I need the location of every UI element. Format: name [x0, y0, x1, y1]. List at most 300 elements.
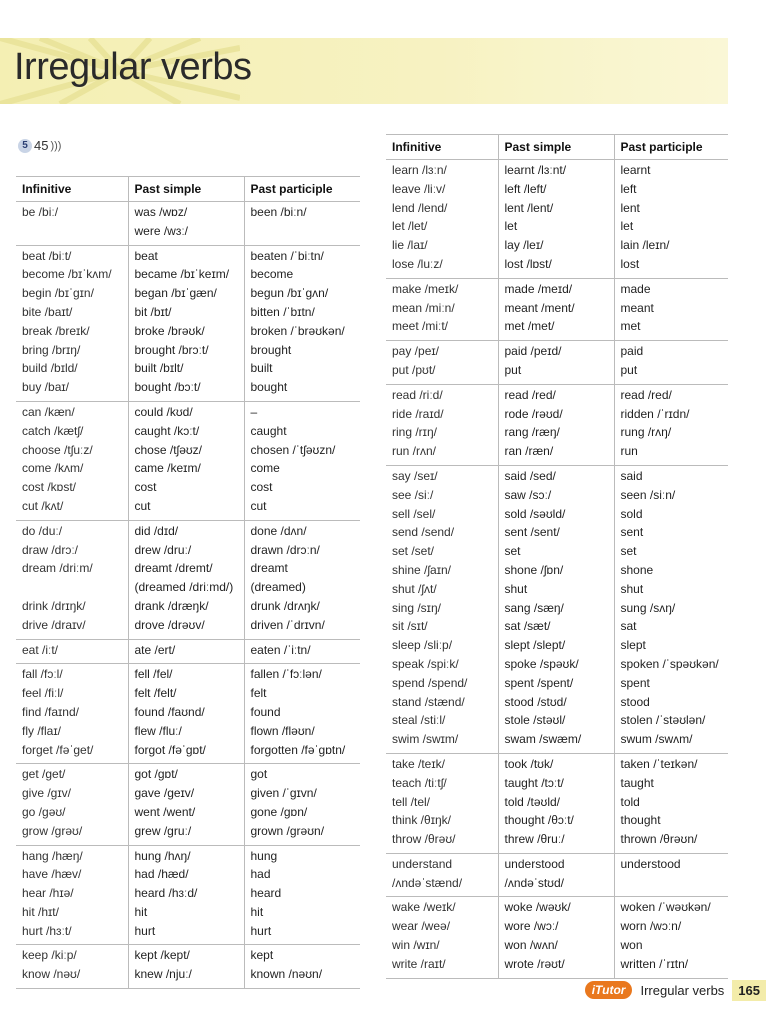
- verb-form: think /θɪŋk/: [392, 813, 451, 828]
- verb-form: worn /wɔːn/: [620, 919, 682, 934]
- verb-form: /ʌndəˈstænd/: [392, 875, 463, 890]
- verb-form: hung /hʌŋ/: [134, 848, 191, 863]
- verb-form: build /bɪld/: [22, 361, 78, 376]
- past-participle-cell: [614, 465, 728, 753]
- verb-form: forget /fəˈget/: [22, 742, 94, 757]
- verb-form: ring /rɪŋ/: [392, 425, 437, 440]
- verb-form: stole /stəʊl/: [504, 713, 566, 728]
- verb-form: drank /dræŋk/: [134, 598, 209, 613]
- verb-form: thought /θɔːt/: [504, 813, 574, 828]
- verb-form: let: [620, 219, 634, 234]
- verb-form: catch /kætʃ/: [22, 423, 84, 438]
- footer-title: Irregular verbs: [640, 982, 725, 998]
- verb-group-row: [16, 639, 360, 664]
- verb-form: teach /tiːtʃ/: [392, 775, 447, 790]
- verb-form: woken /ˈwəʊkən/: [620, 900, 711, 915]
- verb-form: rang /ræŋ/: [504, 425, 560, 440]
- verb-form: sing /sɪŋ/: [392, 600, 441, 615]
- verb-form: grow /ɡrəʊ/: [22, 823, 83, 838]
- verb-form: swum /swʌm/: [620, 732, 693, 747]
- verb-form: dreamt: [250, 561, 288, 576]
- verb-form: put /pʊt/: [392, 362, 436, 377]
- verb-form: ate /ert/: [134, 642, 176, 657]
- verb-form: sold /səʊld/: [504, 506, 566, 521]
- verb-form: thought: [620, 813, 661, 828]
- verb-form: were /wɜː/: [134, 223, 189, 238]
- page-title: Irregular verbs: [14, 46, 252, 88]
- verb-form: run: [620, 444, 638, 459]
- verb-form: found /faʊnd/: [134, 704, 205, 719]
- verb-form: lent: [620, 200, 640, 215]
- verb-group-row: [16, 664, 360, 764]
- verb-form: sung /sʌŋ/: [620, 600, 676, 615]
- verb-form: lost: [620, 256, 640, 271]
- verb-form: went /went/: [134, 804, 196, 819]
- verb-group-row: [386, 160, 728, 279]
- infinitive-cell: [386, 897, 498, 978]
- verb-form: kept /kept/: [134, 948, 190, 963]
- verb-form: tell /tel/: [392, 794, 431, 809]
- verb-form: became /bɪˈkeɪm/: [134, 267, 230, 282]
- verb-form: shone /ʃɒn/: [504, 562, 564, 577]
- past-participle-header: Past participle: [244, 177, 360, 202]
- verb-form: be /biː/: [22, 205, 59, 219]
- verb-form: forgotten /fəˈɡɒtn/: [250, 742, 346, 757]
- verb-form: lay /leɪ/: [504, 238, 544, 253]
- verb-form: hang /hæŋ/: [22, 848, 83, 863]
- verb-form: cost /kɒst/: [22, 480, 77, 495]
- past-participle-cell: [244, 664, 360, 764]
- verb-form: written /ˈrɪtn/: [620, 956, 689, 971]
- past-participle-cell: [614, 384, 728, 465]
- verb-form: won: [620, 938, 643, 953]
- verb-form: learnt: [620, 163, 651, 177]
- verb-form: done /dʌn/: [250, 523, 307, 538]
- verb-form: understand: [392, 856, 453, 871]
- verb-form: shut /ʃʌt/: [392, 581, 437, 596]
- past-participle-cell: [614, 341, 728, 385]
- verb-form: shine /ʃaɪn/: [392, 562, 451, 577]
- verb-form: did /dɪd/: [134, 523, 179, 538]
- verb-form: caught: [250, 423, 287, 438]
- verb-form: put: [504, 362, 522, 377]
- verb-form: rode /rəʊd/: [504, 406, 563, 421]
- verb-form: won /wʌn/: [504, 938, 558, 953]
- verb-group-row: [386, 853, 728, 897]
- right-verb-table: [386, 134, 728, 979]
- verb-form: ran /ræn/: [504, 444, 554, 459]
- verb-form: let: [504, 219, 518, 234]
- verb-form: drunk /drʌŋk/: [250, 598, 320, 613]
- verb-form: could /kʊd/: [134, 404, 193, 419]
- past-simple-header: Past simple: [498, 135, 614, 160]
- verb-form: was /wɒz/: [134, 205, 188, 219]
- infinitive-cell: [386, 753, 498, 853]
- past-participle-cell: [244, 764, 360, 845]
- verb-form: choose /tʃuːz/: [22, 442, 93, 457]
- verb-form: read /riːd/: [392, 387, 443, 402]
- past-participle-cell: [244, 202, 360, 246]
- verb-form: run /rʌn/: [392, 444, 437, 459]
- verb-form: sell /sel/: [392, 506, 436, 521]
- verb-form: bring /brɪŋ/: [22, 342, 81, 357]
- verb-form: begun /bɪˈɡʌn/: [250, 286, 329, 301]
- verb-form: mean /miːn/: [392, 300, 455, 315]
- past-simple-cell: [498, 753, 614, 853]
- verb-form: hit: [250, 904, 264, 919]
- sound-wave-icon: ))): [50, 139, 62, 152]
- verb-form: get /get/: [22, 767, 66, 782]
- verb-form: eaten /ˈiːtn/: [250, 642, 311, 657]
- verb-form: flew /fluː/: [134, 723, 182, 738]
- verb-form: felt: [250, 686, 267, 701]
- verb-form: stood /stʊd/: [504, 694, 567, 709]
- verb-form: heard /hɜːd/: [134, 886, 198, 901]
- verb-form: send /send/: [392, 525, 455, 540]
- verb-form: bought /bɔːt/: [134, 380, 201, 395]
- infinitive-cell: [16, 764, 128, 845]
- verb-form: buy /baɪ/: [22, 380, 69, 395]
- itutor-logo[interactable]: iTutor: [585, 981, 633, 999]
- verb-form: met /met/: [504, 319, 555, 334]
- verb-form: sat /sæt/: [504, 619, 551, 634]
- verb-form: wake /weɪk/: [392, 900, 456, 915]
- verb-form: let /let/: [392, 219, 428, 234]
- verb-form: said /sed/: [504, 468, 556, 483]
- verb-form: heard: [250, 886, 282, 901]
- audio-disc-icon: 5: [18, 139, 32, 153]
- verb-form: thrown /θrəʊn/: [620, 832, 698, 847]
- verb-form: sang /sæŋ/: [504, 600, 564, 615]
- verb-form: flown /fləʊn/: [250, 723, 315, 738]
- verb-form: hurt: [134, 923, 156, 938]
- verb-form: learnt /lɜːnt/: [504, 163, 567, 177]
- verb-form: left /left/: [504, 181, 547, 196]
- verb-form: meant: [620, 300, 654, 315]
- verb-form: brought: [250, 342, 292, 357]
- past-participle-cell: [614, 278, 728, 340]
- verb-group-row: [16, 520, 360, 639]
- verb-form: said: [620, 468, 643, 483]
- verb-form: driven /ˈdrɪvn/: [250, 617, 325, 632]
- verb-form: hit: [134, 904, 148, 919]
- verb-form: hit /hɪt/: [22, 904, 59, 919]
- verb-form: told /təʊld/: [504, 794, 561, 809]
- verb-form: shut: [620, 581, 644, 596]
- verb-form: become: [250, 267, 294, 282]
- verb-form: see /siː/: [392, 487, 434, 502]
- past-simple-header: Past simple: [128, 177, 244, 202]
- past-participle-header: Past participle: [614, 135, 728, 160]
- verb-form: meant /ment/: [504, 300, 575, 315]
- verb-form: lend /lend/: [392, 200, 448, 215]
- verb-form: paid: [620, 344, 644, 359]
- verb-form: (dreamed /driːmd/): [134, 580, 234, 595]
- past-participle-cell: [614, 853, 728, 897]
- verb-form: knew /njuː/: [134, 967, 192, 982]
- verb-form: fell /fel/: [134, 667, 173, 682]
- verb-form: swim /swɪm/: [392, 732, 459, 747]
- verb-form: draw /drɔː/: [22, 542, 79, 557]
- verb-form: began /bɪˈɡæn/: [134, 286, 217, 301]
- verb-form: eat /iːt/: [22, 642, 59, 657]
- verb-group-row: [386, 465, 728, 753]
- verb-form: slept: [620, 638, 646, 653]
- verb-form: drove /drəʊv/: [134, 617, 205, 632]
- verb-group-row: [386, 897, 728, 978]
- verb-form: write /raɪt/: [392, 956, 446, 971]
- page-footer: [585, 978, 766, 1002]
- infinitive-cell: [16, 245, 128, 401]
- verb-group-row: [16, 202, 360, 246]
- verb-form: taken /ˈteɪkən/: [620, 756, 698, 771]
- verb-form: sleep /sliːp/: [392, 638, 453, 653]
- verb-form: leave /liːv/: [392, 181, 446, 196]
- verb-form: spoken /ˈspəʊkən/: [620, 656, 719, 671]
- verb-form: stand /stænd/: [392, 694, 465, 709]
- verb-form: learn /lɜːn/: [392, 163, 447, 177]
- verb-form: speak /spiːk/: [392, 656, 459, 671]
- infinitive-cell: [16, 845, 128, 945]
- past-simple-cell: [498, 897, 614, 978]
- past-simple-cell: [498, 465, 614, 753]
- verb-form: /ʌndəˈstʊd/: [504, 875, 565, 890]
- verb-form: beaten /ˈbiːtn/: [250, 248, 324, 263]
- verb-form: hear /hɪə/: [22, 886, 74, 901]
- verb-form: hurt: [250, 923, 272, 938]
- verb-form: spent: [620, 675, 650, 690]
- verb-form: took /tʊk/: [504, 756, 554, 771]
- infinitive-cell: [16, 401, 128, 520]
- verb-form: hurt /hɜːt/: [22, 923, 72, 938]
- past-participle-cell: [244, 845, 360, 945]
- verb-form: broke /brəʊk/: [134, 323, 205, 338]
- past-simple-cell: [128, 401, 244, 520]
- verb-form: throw /θrəʊ/: [392, 832, 456, 847]
- verb-form: came /keɪm/: [134, 461, 201, 476]
- infinitive-header: Infinitive: [16, 177, 128, 202]
- verb-form: chosen /ˈtʃəʊzn/: [250, 442, 336, 457]
- past-participle-cell: [244, 401, 360, 520]
- verb-form: slept /slept/: [504, 638, 566, 653]
- verb-form: ridden /ˈrɪdn/: [620, 406, 690, 421]
- verb-form: find /faɪnd/: [22, 704, 79, 719]
- verb-form: known /nəʊn/: [250, 967, 323, 982]
- verb-form: made /meɪd/: [504, 281, 573, 296]
- verb-form: keep /kiːp/: [22, 948, 77, 963]
- verb-form: set: [620, 544, 637, 559]
- verb-form: seen /siːn/: [620, 487, 676, 502]
- infinitive-cell: [386, 278, 498, 340]
- verb-form: built /bɪlt/: [134, 361, 184, 376]
- verb-form: lose /luːz/: [392, 256, 443, 271]
- verb-form: come: [250, 461, 280, 476]
- verb-form: met: [620, 319, 641, 334]
- past-simple-cell: [498, 384, 614, 465]
- verb-form: steal /stiːl/: [392, 713, 446, 728]
- verb-form: read /red/: [504, 387, 556, 402]
- verb-form: caught /kɔːt/: [134, 423, 200, 438]
- verb-form: win /wɪn/: [392, 938, 440, 953]
- verb-form: got /ɡɒt/: [134, 767, 178, 782]
- verb-form: hung: [250, 848, 278, 863]
- verb-form: shut: [504, 581, 528, 596]
- verb-form: bitten /ˈbɪtn/: [250, 304, 315, 319]
- verb-form: do /duː/: [22, 523, 63, 538]
- verb-form: cost: [250, 480, 273, 495]
- verb-form: beat: [134, 248, 158, 263]
- verb-form: paid /peɪd/: [504, 344, 562, 359]
- verb-form: –: [250, 404, 258, 419]
- past-participle-cell: [244, 945, 360, 989]
- infinitive-cell: [386, 160, 498, 279]
- verb-form: brought /brɔːt/: [134, 342, 209, 357]
- verb-form: threw /θruː/: [504, 832, 565, 847]
- past-simple-cell: [128, 664, 244, 764]
- verb-form: can /kæn/: [22, 404, 75, 419]
- verb-form: broken /ˈbrəʊkən/: [250, 323, 345, 338]
- infinitive-cell: [386, 853, 498, 897]
- verb-form: put: [620, 362, 638, 377]
- verb-group-row: [16, 764, 360, 845]
- verb-form: gone /ɡɒn/: [250, 804, 308, 819]
- verb-group-row: [16, 845, 360, 945]
- verb-form: cost: [134, 480, 157, 495]
- verb-group-row: [16, 945, 360, 989]
- verb-form: lent /lent/: [504, 200, 554, 215]
- verb-form: felt /felt/: [134, 686, 177, 701]
- verb-form: built: [250, 361, 273, 376]
- verb-form: come /kʌm/: [22, 461, 84, 476]
- verb-form: gave /ɡeɪv/: [134, 786, 195, 801]
- past-simple-cell: [128, 845, 244, 945]
- verb-form: fall /fɔːl/: [22, 667, 63, 682]
- verb-form: fly /flaɪ/: [22, 723, 61, 738]
- verb-form: woke /wəʊk/: [504, 900, 571, 915]
- verb-group-row: [386, 278, 728, 340]
- past-participle-cell: [244, 639, 360, 664]
- verb-form: spoke /spəʊk/: [504, 656, 579, 671]
- verb-form: understood: [504, 856, 565, 871]
- verb-form: dream /driːm/: [22, 561, 93, 576]
- infinitive-cell: [16, 639, 128, 664]
- verb-form: drawn /drɔːn/: [250, 542, 320, 557]
- infinitive-cell: [386, 341, 498, 385]
- verb-group-row: [386, 384, 728, 465]
- verb-form: sat: [620, 619, 637, 634]
- audio-track-label[interactable]: [18, 138, 61, 153]
- verb-form: made: [620, 281, 651, 296]
- verb-form: sent: [620, 525, 644, 540]
- verb-form: dreamt /dremt/: [134, 561, 213, 576]
- audio-number: 45: [34, 138, 49, 153]
- past-simple-cell: [128, 520, 244, 639]
- verb-form: drew /druː/: [134, 542, 192, 557]
- verb-form: lie /laɪ/: [392, 238, 428, 253]
- verb-form: beat /biːt/: [22, 248, 72, 263]
- verb-form: say /seɪ/: [392, 468, 438, 483]
- past-simple-cell: [128, 245, 244, 401]
- infinitive-cell: [386, 465, 498, 753]
- verb-form: make /meɪk/: [392, 281, 459, 296]
- past-participle-cell: [614, 160, 728, 279]
- verb-form: chose /tʃəʊz/: [134, 442, 203, 457]
- verb-form: stood: [620, 694, 650, 709]
- verb-form: told: [620, 794, 640, 809]
- verb-form: forgot /fəˈɡɒt/: [134, 742, 206, 757]
- verb-form: drive /draɪv/: [22, 617, 86, 632]
- verb-form: sent /sent/: [504, 525, 560, 540]
- verb-group-row: [16, 401, 360, 520]
- verb-form: wore /wɔː/: [504, 919, 559, 934]
- past-participle-cell: [244, 520, 360, 639]
- past-participle-cell: [614, 753, 728, 853]
- verb-form: spent /spent/: [504, 675, 574, 690]
- page-number: 165: [732, 980, 766, 1001]
- verb-form: had: [250, 867, 271, 882]
- past-simple-cell: [128, 639, 244, 664]
- verb-form: pay /peɪ/: [392, 344, 439, 359]
- verb-form: had /hæd/: [134, 867, 189, 882]
- infinitive-cell: [16, 202, 128, 246]
- verb-form: meet /miːt/: [392, 319, 449, 334]
- verb-form: taught: [620, 775, 654, 790]
- verb-form: bit /bɪt/: [134, 304, 172, 319]
- verb-form: cut: [134, 498, 151, 513]
- verb-form: set /set/: [392, 544, 435, 559]
- verb-form: drink /drɪŋk/: [22, 598, 86, 613]
- verb-form: give /ɡɪv/: [22, 786, 71, 801]
- verb-form: left: [620, 181, 637, 196]
- verb-form: begin /bɪˈɡɪn/: [22, 286, 94, 301]
- verb-form: kept: [250, 948, 274, 963]
- left-verb-table: [16, 176, 360, 989]
- verb-form: cut /kʌt/: [22, 498, 64, 513]
- verb-form: stolen /ˈstəʊlən/: [620, 713, 706, 728]
- infinitive-cell: [16, 664, 128, 764]
- verb-form: feel /fiːl/: [22, 686, 64, 701]
- verb-form: (dreamed): [250, 580, 306, 595]
- verb-form: lost /lɒst/: [504, 256, 552, 271]
- verb-form: become /bɪˈkʌm/: [22, 267, 112, 282]
- verb-form: [22, 578, 122, 597]
- verb-form: bought: [250, 380, 288, 395]
- verb-form: got: [250, 767, 268, 782]
- verb-form: wrote /rəʊt/: [504, 956, 565, 971]
- verb-form: grew /ɡruː/: [134, 823, 192, 838]
- verb-form: grown /ɡrəʊn/: [250, 823, 325, 838]
- verb-form: swam /swæm/: [504, 732, 582, 747]
- verb-form: sit /sɪt/: [392, 619, 428, 634]
- past-simple-cell: [128, 764, 244, 845]
- verb-form: set: [504, 544, 521, 559]
- past-simple-cell: [498, 853, 614, 897]
- verb-form: take /teɪk/: [392, 756, 445, 771]
- verb-form: been /biːn/: [250, 205, 307, 219]
- infinitive-header: Infinitive: [386, 135, 498, 160]
- past-simple-cell: [128, 202, 244, 246]
- past-simple-cell: [128, 945, 244, 989]
- verb-form: understood: [620, 856, 681, 871]
- verb-form: have /hæv/: [22, 867, 82, 882]
- verb-form: wear /weə/: [392, 919, 451, 934]
- past-participle-cell: [614, 897, 728, 978]
- verb-group-row: [16, 245, 360, 401]
- verb-form: sold: [620, 506, 643, 521]
- verb-form: spend /spend/: [392, 675, 468, 690]
- past-simple-cell: [498, 341, 614, 385]
- verb-form: fallen /ˈfɔːlən/: [250, 667, 322, 682]
